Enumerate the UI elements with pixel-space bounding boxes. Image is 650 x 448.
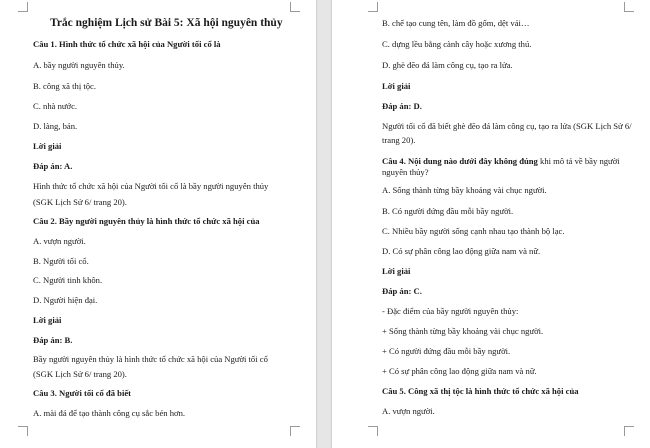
question-4-continuation: nguyên thủy? — [382, 167, 429, 177]
document-page-left — [0, 0, 316, 448]
option-line: A. mài đá để tạo thành công cụ sắc bén hơn. — [33, 408, 186, 418]
document-title: Trắc nghiệm Lịch sử Bài 5: Xã hội nguyên thủy — [50, 17, 283, 29]
crop-mark — [368, 2, 378, 12]
option-line: A. Sống thành từng bầy khoảng vài chục người. — [382, 185, 547, 195]
crop-mark — [368, 426, 378, 436]
explanation-line: + Sống thành từng bầy khoảng vài chục người. — [382, 326, 544, 336]
question-4-title — [382, 156, 620, 167]
question-2-title: Câu 2. Bầy người nguyên thủy là hình thức tổ chức xã hội của — [33, 216, 260, 226]
explanation-line: Hình thức tổ chức xã hội của Người tối cổ là bầy người nguyên thủy — [33, 181, 269, 191]
explanation-line: (SGK Lịch Sử 6/ trang 20). — [33, 369, 127, 379]
option-line: B. Người tối cổ. — [33, 256, 89, 266]
explanation-line: + Có sự phân công lao động giữa nam và nữ. — [382, 366, 537, 376]
option-line: A. bầy người nguyên thủy. — [33, 60, 125, 70]
option-line: B. Có người đứng đầu mỗi bầy người. — [382, 206, 514, 216]
option-line: C. Nhiều bầy người sống cạnh nhau tạo thành bộ lạc. — [382, 226, 565, 236]
explanation-line: (SGK Lịch Sử 6/ trang 20). — [33, 197, 127, 207]
question-3-title: Câu 3. Người tối cổ đã biết — [33, 388, 132, 398]
solution-heading: Lời giải — [382, 81, 411, 91]
option-line: A. vượn người. — [33, 236, 86, 246]
question-4-lead: Câu 4. Nội dung nào dưới đây — [382, 156, 492, 166]
option-line: C. nhà nước. — [33, 101, 78, 111]
answer-line: Đáp án: D. — [382, 101, 422, 111]
option-line: D. Có sự phân công lao động giữa nam và nữ. — [382, 246, 541, 256]
option-line: B. chế tạo cung tên, làm đồ gốm, dệt vải… — [382, 18, 530, 28]
option-line: C. dựng lều bằng cành cây hoặc xương thú. — [382, 39, 532, 49]
explanation-line: - Đặc điểm của bầy người nguyên thủy: — [382, 306, 519, 316]
crop-mark — [290, 426, 300, 436]
solution-heading: Lời giải — [33, 315, 62, 325]
option-line: A. vượn người. — [382, 406, 435, 416]
option-line: D. Người hiện đại. — [33, 295, 98, 305]
answer-line: Đáp án: A. — [33, 161, 73, 171]
question-1-title: Câu 1. Hình thức tổ chức xã hội của Người tối cổ là — [33, 39, 221, 49]
crop-mark — [290, 2, 300, 12]
option-line: C. Người tinh khôn. — [33, 275, 103, 285]
crop-mark — [18, 2, 28, 12]
option-line: B. công xã thị tộc. — [33, 81, 97, 91]
emphasis-not-correct: không đúng — [494, 156, 538, 166]
document-page-right — [332, 0, 650, 448]
explanation-line: Người tối cổ đã biết ghè đẽo đá làm công cụ, tạo ra lửa (SGK Lịch Sử 6/ — [382, 121, 632, 131]
crop-mark — [624, 2, 634, 12]
answer-line: Đáp án: C. — [382, 286, 422, 296]
solution-heading: Lời giải — [382, 266, 411, 276]
question-5-title: Câu 5. Công xã thị tộc là hình thức tổ chức xã hội của — [382, 386, 579, 396]
option-line: D. ghè đẽo đá làm công cụ, tạo ra lửa. — [382, 60, 513, 70]
question-4-tail: khi mô tả về bầy người — [540, 156, 620, 166]
explanation-line: Bầy người nguyên thủy là hình thức tổ chức xã hội của Người tối cổ — [33, 354, 268, 364]
option-line: D. làng, bản. — [33, 121, 78, 131]
crop-mark — [624, 426, 634, 436]
crop-mark — [18, 426, 28, 436]
explanation-line: trang 20). — [382, 135, 416, 145]
explanation-line: + Có người đứng đầu mỗi bầy người. — [382, 346, 511, 356]
answer-line: Đáp án: B. — [33, 335, 73, 345]
solution-heading: Lời giải — [33, 141, 62, 151]
